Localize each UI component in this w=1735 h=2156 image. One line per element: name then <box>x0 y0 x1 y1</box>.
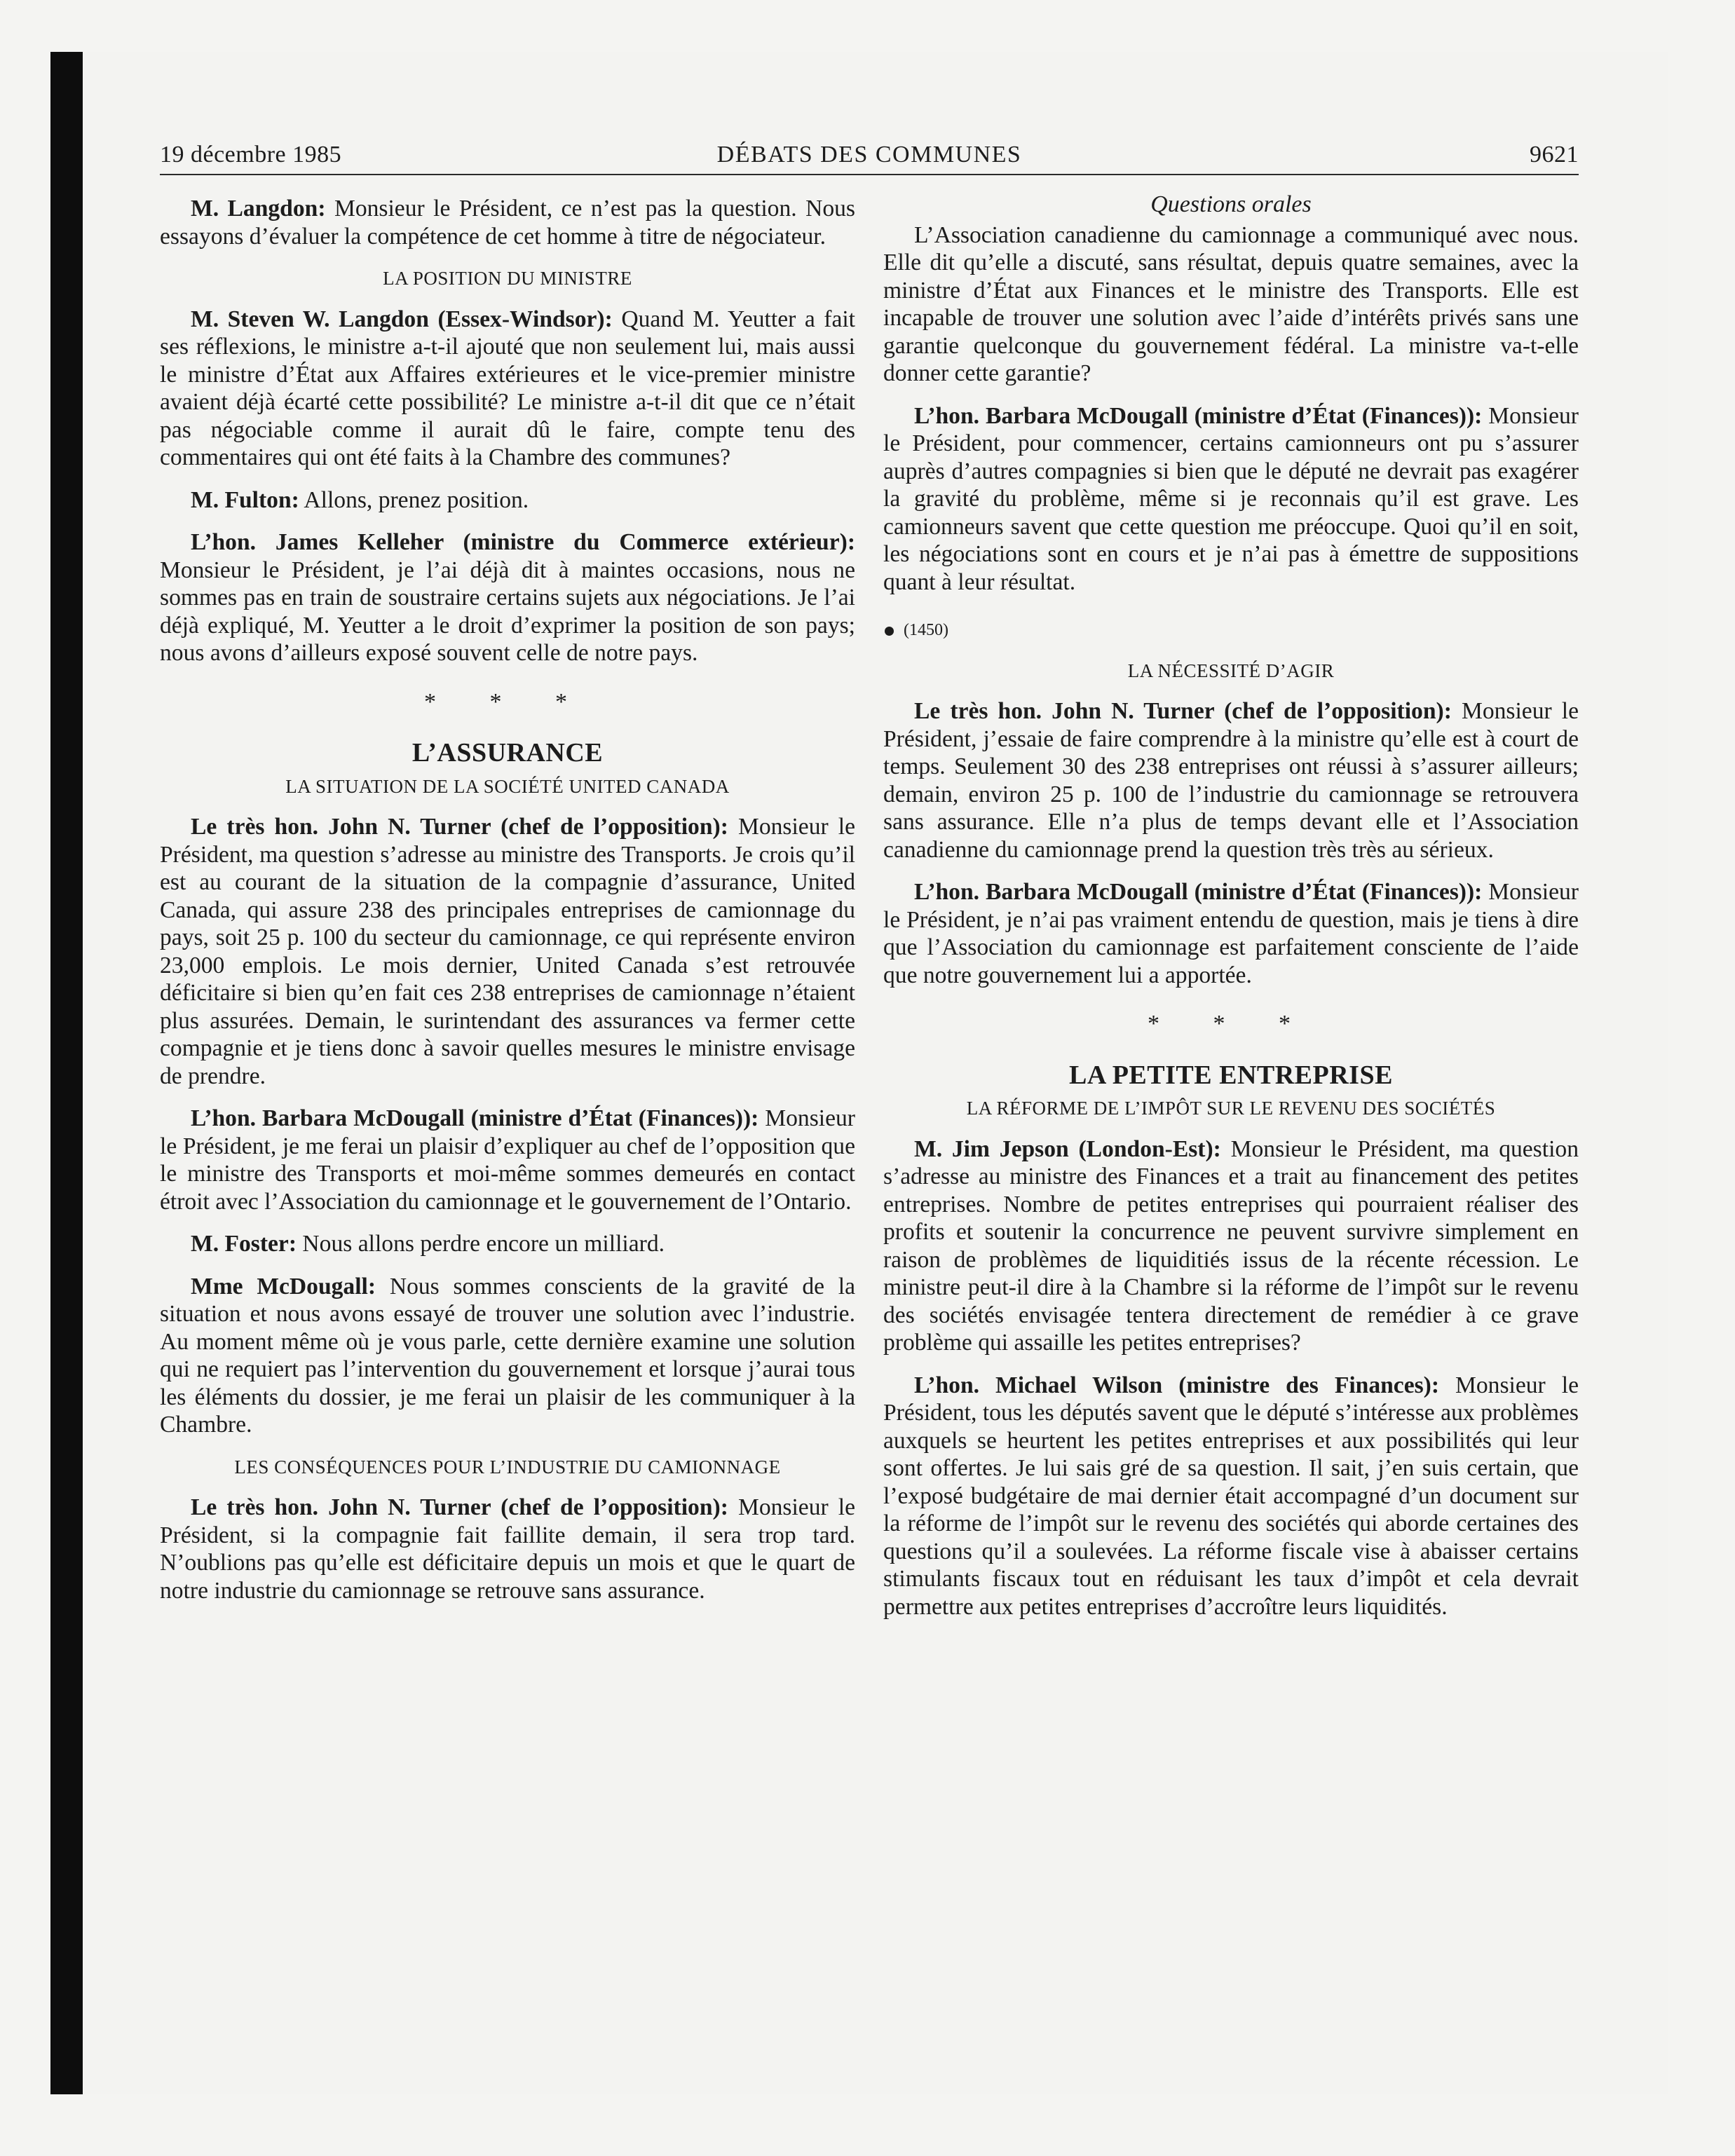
paragraph <box>160 528 855 667</box>
paragraph <box>160 1230 855 1258</box>
paragraph <box>883 402 1579 596</box>
speaker-name: M. Foster: <box>191 1231 297 1257</box>
speaker-name: Le très hon. John N. Turner (chef de l’opposition): <box>914 698 1452 724</box>
speech-text: Monsieur le Président, si la compagnie fait faillite demain, il sera trop tard. N’oublions pas qu’elle est déficitaire depuis un mois et que le quart de notre industrie du camionnage se retrouve sans assurance. <box>160 1494 855 1604</box>
speaker-name: M. Fulton: <box>191 486 299 513</box>
section-subheading: LA POSITION DU MINISTRE <box>383 268 632 289</box>
speaker-name: L’hon. Barbara McDougall (ministre d’État (Finances)): <box>914 402 1483 429</box>
speaker-name: Le très hon. John N. Turner (chef de l’opposition): <box>191 1494 728 1520</box>
paragraph <box>883 1135 1579 1357</box>
speaker-name: L’hon. Barbara McDougall (ministre d’État (Finances)): <box>914 879 1483 905</box>
speaker-name: Le très hon. John N. Turner (chef de l’opposition): <box>191 814 728 840</box>
paragraph <box>160 1105 855 1215</box>
section-heading: L’ASSURANCE <box>411 738 604 767</box>
speaker-name: L’hon. Michael Wilson (ministre des Finances): <box>914 1372 1440 1398</box>
speech-text: Monsieur le Président, j’essaie de faire comprendre à la ministre qu’elle est à court de temps. Seulement 30 des 238 entreprises ont réussi à s’assurer ailleurs; demain, environ 25 p. 100 de l’industrie du camionnage se retrouvera sans assurance. Elle n’a plus de temps devant elle et l’Association canadienne du camionnage prend la question très très au sérieux. <box>883 698 1579 863</box>
paragraph <box>883 697 1579 864</box>
time-marker <box>883 617 1579 645</box>
speech-text: Allons, prenez position. <box>299 486 529 513</box>
header-date: 19 décembre 1985 <box>160 142 342 168</box>
speech-text: Monsieur le Président, ma question s’adresse au ministre des Transports. Je crois qu’il est au courant de la situation de la compagnie d’assurance, United Canada, qui assure 238 des principales entreprises de camionnage du pays, soit 25 p. 100 du secteur du camionnage, ce qui représente environ 23,000 emplois. Le mois dernier, United Canada s’est retrouvée déficitaire si bien qu’en fait ces 238 entreprises de camionnage n’étaient plus assurées. Demain, le surintendant des assurances va fermer cette compagnie et je tiens donc à savoir quelles mesures le ministre envisage de prendre. <box>160 814 855 1089</box>
paragraph <box>160 195 855 250</box>
section-subheading: LA RÉFORME DE L’IMPÔT SUR LE REVENU DES SOCIÉTÉS <box>966 1098 1496 1119</box>
speech-text: Monsieur le Président, tous les députés savent que le député s’intéresse aux problèmes auxquels se heurtent les petites entreprises et aux possibilités qui leur sont offertes. Je lui sais gré de sa question. Il sait, j’en suis certain, que l’exposé budgétaire de mai dernier était accompagné d’un document sur la réforme de l’impôt sur le revenu des sociétés qui aborde certaines des questions qu’il a soulevées. La réforme fiscale vise à abaisser certains stimulants fiscaux tout en réduisant les taux d’impôt et cela devrait permettre aux petites entreprises d’accroître leurs liquidités. <box>883 1372 1579 1620</box>
speaker-name: M. Langdon: <box>191 196 326 221</box>
paragraph <box>883 878 1579 989</box>
speech-text: Monsieur le Président, je me ferai un plaisir d’expliquer au chef de l’opposition que le ministre des Transports et moi-même sommes demeurés en contact étroit avec l’Association du camionnage et le gouvernement de l’Ontario. <box>160 1105 855 1215</box>
paragraph <box>160 486 855 514</box>
speech-text: Monsieur le Président, je n’ai pas vraiment entendu de question, mais je tiens à dire que l’Association du camionnage est parfaitement consciente de l’aide que notre gouvernement lui a apportée. <box>883 879 1579 988</box>
header-rule <box>160 174 1579 175</box>
section-separator: * * * <box>424 688 591 715</box>
topic-heading: Questions orales <box>1150 191 1312 217</box>
binding-edge <box>50 52 83 2094</box>
paragraph <box>883 1372 1579 1621</box>
section-heading: LA PETITE ENTREPRISE <box>1069 1060 1393 1090</box>
header-title: DÉBATS DES COMMUNES <box>716 142 1022 168</box>
speech-text: Nous sommes conscients de la gravité de la situation et nous avons essayé de trouver une solution avec l’industrie. Au moment même où je vous parle, cette dernière examine une solution qui ne requiert pas l’intervention du gouvernement et lorsque j’aurai tous les éléments du dossier, je me ferai un plaisir de les communiquer à la Chambre. <box>160 1273 855 1438</box>
paragraph <box>160 1273 855 1439</box>
header-page-number: 9621 <box>1530 142 1579 168</box>
paragraph <box>160 813 855 1090</box>
speaker-name: M. Jim Jepson (London-Est): <box>914 1135 1221 1162</box>
left-column <box>160 195 855 1619</box>
paragraph <box>160 306 855 472</box>
section-subheading: LA SITUATION DE LA SOCIÉTÉ UNITED CANADA <box>285 775 730 797</box>
speech-text: Monsieur le Président, ma question s’adresse au ministre des Finances et a trait au financement des petites entreprises. Nombre de petites entreprises qui pourraient réaliser des profits et soutenir la concurrence ne peuvent survivre simplement en raison de problèmes de liquiditiés issus de la récente récession. Le ministre peut-il dire à la Chambre si la réforme de l’impôt sur le revenu des sociétés envisagée tentera directement de remédier à ce grave problème qui assaille les petites entreprises? <box>883 1135 1579 1356</box>
right-column <box>883 191 1579 1635</box>
time-marker-text: (1450) <box>904 621 948 639</box>
section-separator: * * * <box>1148 1011 1314 1037</box>
speaker-name: M. Steven W. Langdon (Essex-Windsor): <box>191 306 613 332</box>
speech-text: Monsieur le Président, ce n’est pas la question. Nous essayons d’évaluer la compétence de cet homme à titre de négociateur. <box>160 196 856 250</box>
section-subheading: LA NÉCESSITÉ D’AGIR <box>1127 660 1335 681</box>
speaker-name: Mme McDougall: <box>191 1273 376 1299</box>
section-subheading: LES CONSÉQUENCES POUR L’INDUSTRIE DU CAMIONNAGE <box>234 1456 781 1478</box>
bullet-icon <box>885 627 894 636</box>
paragraph: L’Association canadienne du camionnage a communiqué avec nous. Elle dit qu’elle a discuté, sans résultat, depuis quatre semaines, avec la ministre d’État aux Finances et le ministre des Transports. Elle est incapable de trouver une solution avec l’aide d’intérêts privés sans une garantie quelconque du gouvernement fédéral. La ministre va-t-elle donner cette garantie? <box>883 221 1579 386</box>
speaker-name: L’hon. James Kelleher (ministre du Commerce extérieur): <box>191 529 855 555</box>
running-head <box>160 142 1579 172</box>
speech-text: Quand M. Yeutter a fait ses réflexions, le ministre a-t-il ajouté que non seulement lui, mais aussi le ministre d’État aux Affaires extérieures et le vice-premier ministre avaient déjà écarté cette possibilité? Le ministre a-t-il dit que ce n’était pas négociable comme il aurait dû le faire, compte tenu des commentaires qui ont été faits à la Chambre des communes? <box>160 306 855 470</box>
speech-text: Monsieur le Président, je l’ai déjà dit à maintes occasions, nous ne sommes pas en train de soustraire certains sujets aux négociations. Je l’ai déjà expliqué, M. Yeutter a le droit d’exprimer la position de son pays; nous avons d’ailleurs exposé souvent celle de notre pays. <box>160 557 855 666</box>
speech-text: Nous allons perdre encore un milliard. <box>297 1231 665 1257</box>
paragraph <box>160 1494 855 1604</box>
speaker-name: L’hon. Barbara McDougall (ministre d’État (Finances)): <box>191 1105 759 1131</box>
speech-text: Monsieur le Président, pour commencer, certains camionneurs ont pu s’assurer auprès d’autres compagnies si bien que le député ne devrait pas exagérer la gravité du problème, même si je reconnais qu’il est grave. Les camionneurs savent que cette question me préoccupe. Quoi qu’il en soit, les négociations sont en cours et je n’ai pas à émettre de suppositions quant à leur résultat. <box>883 402 1579 595</box>
